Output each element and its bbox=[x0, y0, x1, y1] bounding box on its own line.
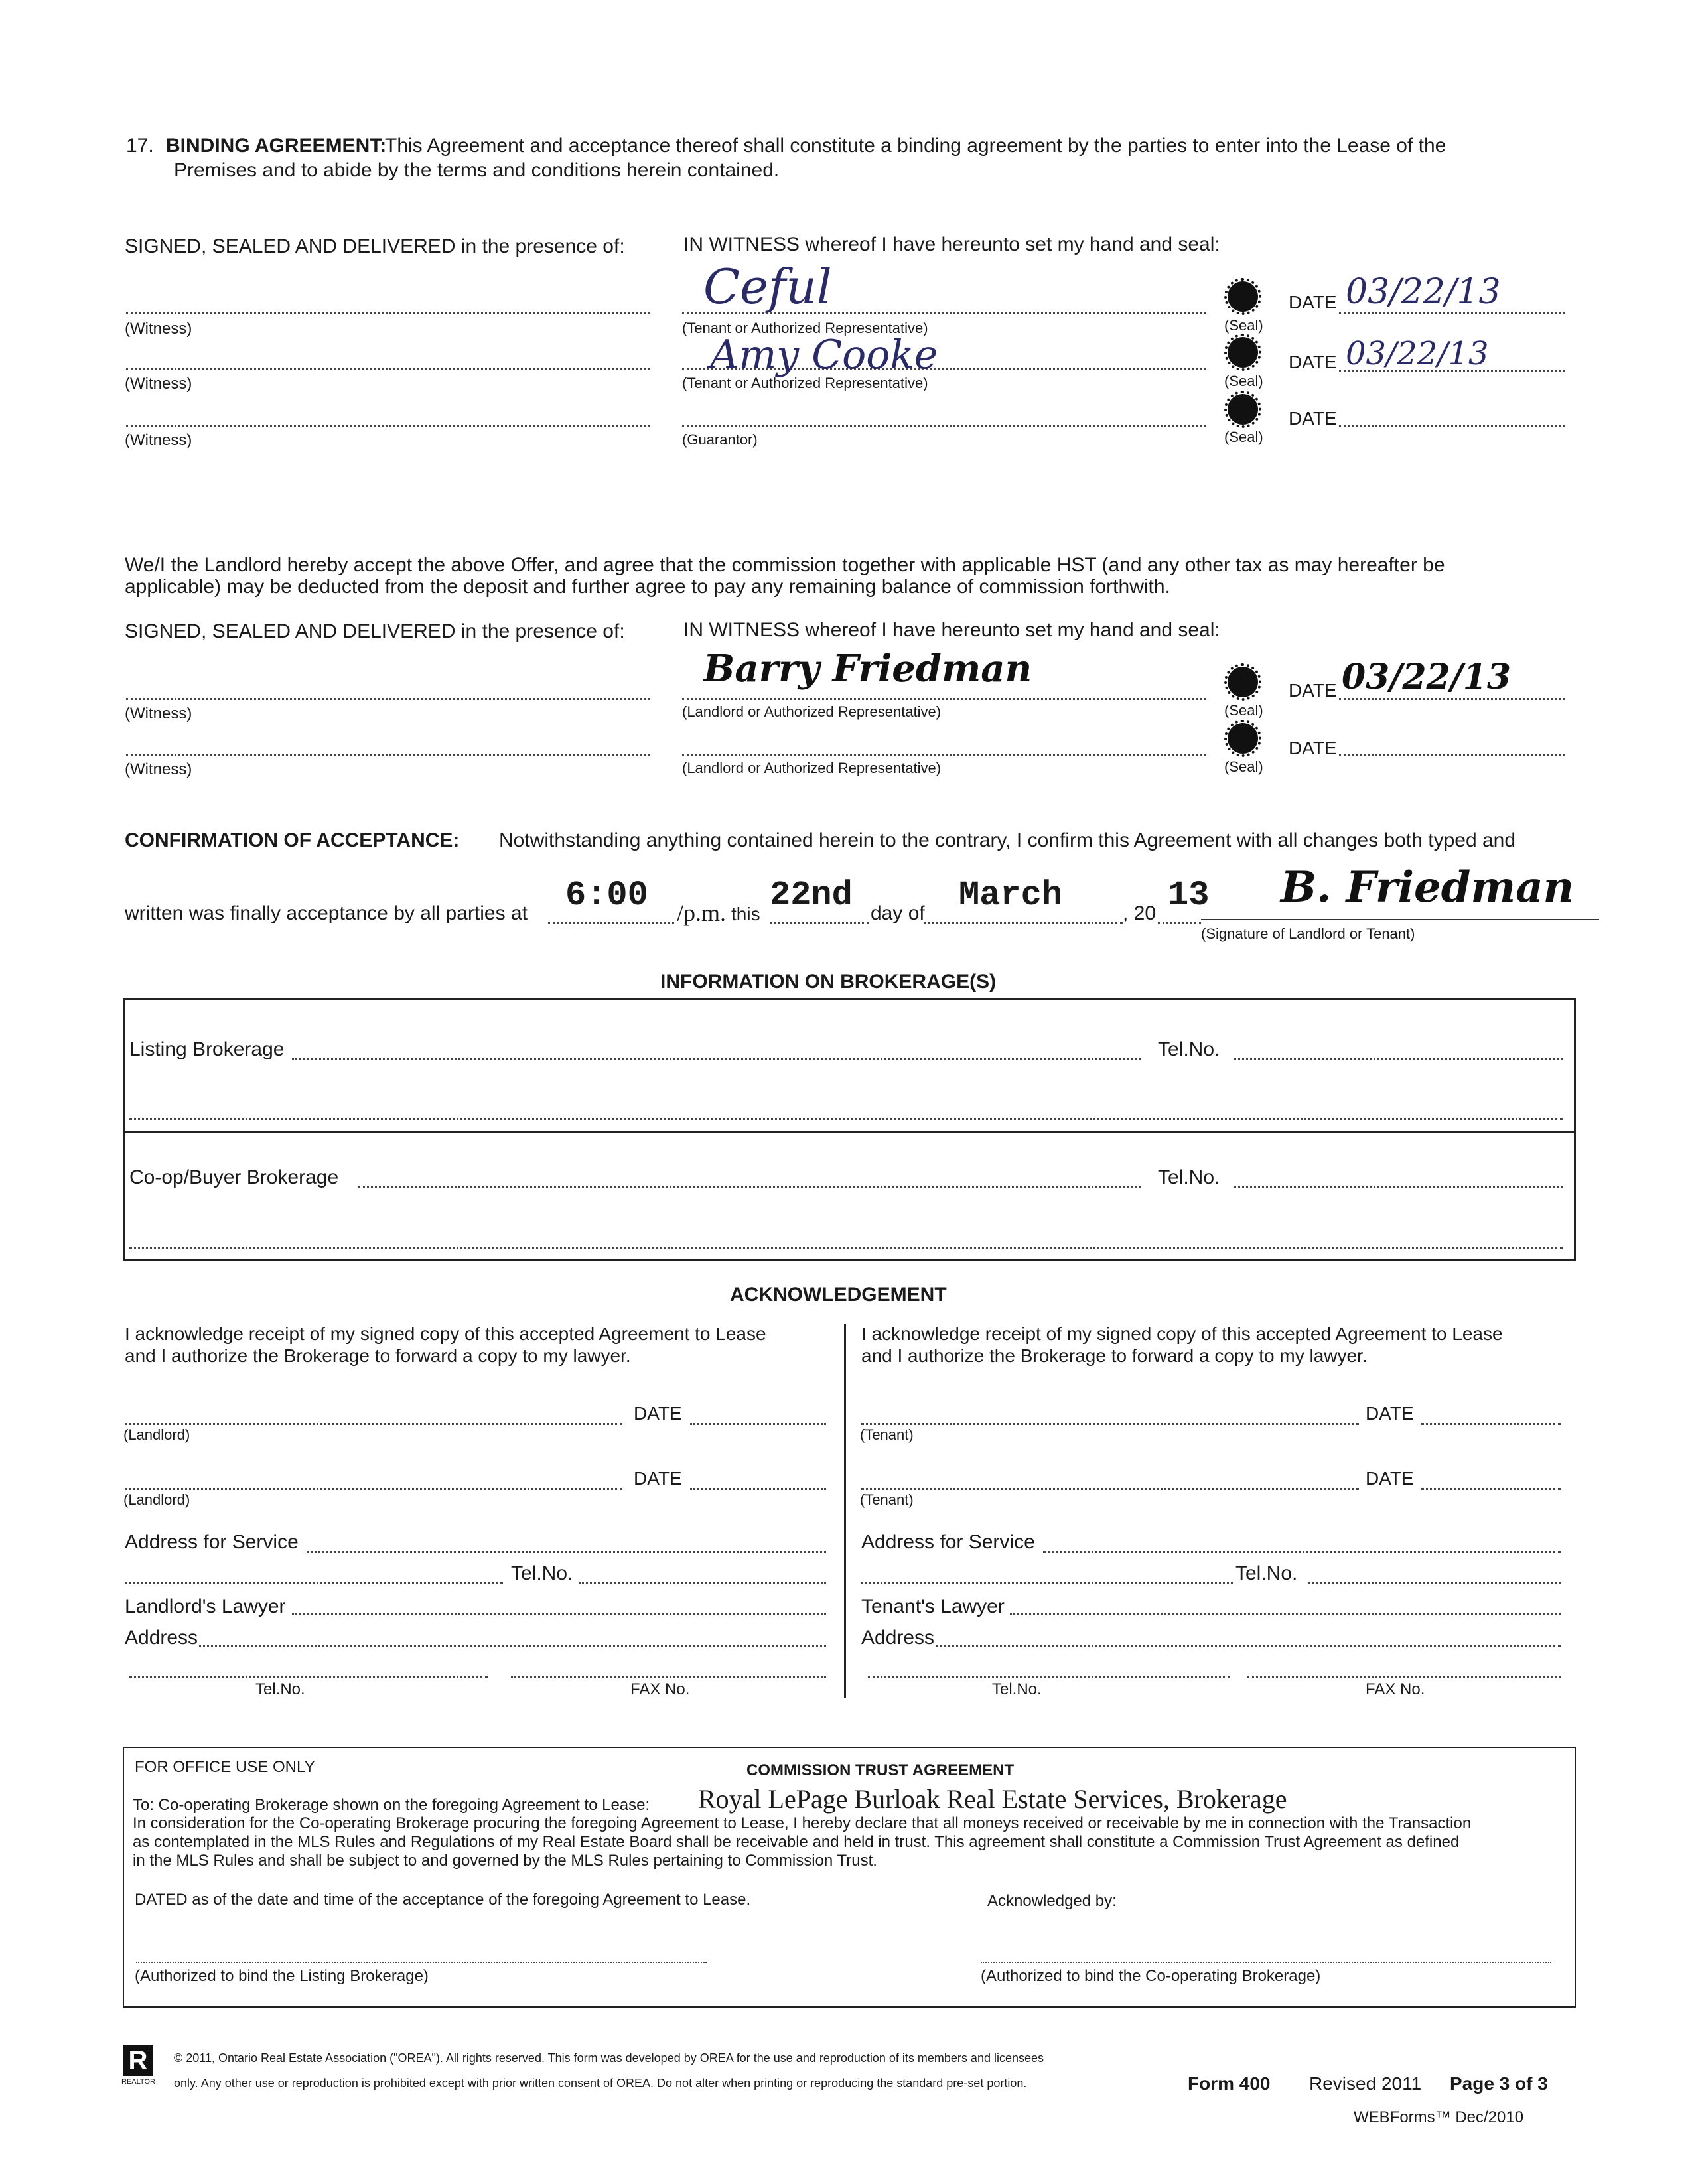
date-label: DATE bbox=[634, 1468, 682, 1489]
confirm-signature: B. Friedman bbox=[1281, 862, 1575, 912]
witness-label: (Witness) bbox=[125, 705, 192, 722]
day-of-label: day of bbox=[871, 902, 925, 924]
landlord-intro-2: applicable) may be deducted from the deposit and further agree to pay any remaining balance of commission forthwith. bbox=[125, 576, 1170, 598]
witness-line[interactable] bbox=[126, 312, 650, 314]
witness-label: (Witness) bbox=[125, 760, 192, 778]
coop-brokerage-field-2[interactable] bbox=[129, 1247, 1563, 1249]
coop-tel-label: Tel.No. bbox=[1158, 1166, 1220, 1188]
copyright-1: © 2011, Ontario Real Estate Association ("OREA"). All rights reserved. This form was developed by OREA for the use and reproduction of its members and licensees bbox=[174, 2051, 1044, 2065]
date-line[interactable] bbox=[690, 1423, 826, 1425]
coop-tel-field[interactable] bbox=[1234, 1186, 1563, 1188]
binding-number: 17. bbox=[126, 135, 154, 157]
tenant-left-title: SIGNED, SEALED AND DELIVERED in the presence of: bbox=[125, 236, 625, 257]
seal-label: (Seal) bbox=[1224, 317, 1263, 334]
date-line[interactable] bbox=[1421, 1488, 1561, 1490]
date-value: 03/22/13 bbox=[1346, 335, 1489, 372]
tenant-tel-field[interactable] bbox=[1308, 1582, 1561, 1584]
month-value: March bbox=[959, 876, 1063, 915]
lawyer-address-label: Address bbox=[125, 1627, 198, 1649]
copyright-2: only. Any other use or reproduction is prohibited except with prior written consent of OREA. Do not alter when printing or reproducing the standard pre-set portion. bbox=[174, 2077, 1027, 2090]
landlord-lawyer-address-field[interactable] bbox=[199, 1645, 826, 1647]
seal-icon bbox=[1228, 394, 1258, 425]
date-line[interactable] bbox=[1339, 698, 1565, 700]
landlord-ack-signature-1[interactable] bbox=[125, 1423, 622, 1425]
listing-brokerage-field-2[interactable] bbox=[129, 1118, 1563, 1120]
year-value: 13 bbox=[1168, 876, 1210, 915]
date-line[interactable] bbox=[1421, 1423, 1561, 1425]
day-line[interactable] bbox=[770, 922, 869, 924]
witness-line[interactable] bbox=[126, 425, 650, 427]
listing-tel-label: Tel.No. bbox=[1158, 1038, 1220, 1060]
lawyer-label: Landlord's Lawyer bbox=[125, 1596, 286, 1617]
form-number: Form 400 bbox=[1188, 2073, 1271, 2094]
seal-icon bbox=[1228, 281, 1258, 312]
confirmation-prefix: written was finally acceptance by all parties at bbox=[125, 902, 528, 924]
landlord-lawyer-field[interactable] bbox=[292, 1613, 826, 1615]
brokerage-box bbox=[123, 998, 1576, 1261]
coop-brokerage-label: Co-op/Buyer Brokerage bbox=[129, 1166, 339, 1188]
lawyer-label: Tenant's Lawyer bbox=[861, 1596, 1005, 1617]
tel-bottom-label: Tel.No. bbox=[992, 1680, 1042, 1698]
landlord-lawyer-fax-field[interactable] bbox=[511, 1676, 826, 1678]
date-line[interactable] bbox=[690, 1488, 826, 1490]
landlord-address-field-2[interactable] bbox=[125, 1582, 503, 1584]
role-label: (Tenant or Authorized Representative) bbox=[682, 375, 928, 391]
ack-divider bbox=[844, 1324, 846, 1698]
month-line[interactable] bbox=[924, 922, 1123, 924]
seal-label: (Seal) bbox=[1224, 758, 1263, 775]
date-label: DATE bbox=[1289, 352, 1337, 372]
fax-bottom-label: FAX No. bbox=[1366, 1680, 1425, 1698]
date-label: DATE bbox=[1366, 1403, 1414, 1424]
landlord-signature: Barry Friedman bbox=[703, 647, 1032, 691]
landlord-address-field[interactable] bbox=[307, 1551, 826, 1553]
year-prefix: , 20 bbox=[1123, 902, 1157, 924]
revised-label: Revised 2011 bbox=[1309, 2073, 1422, 2094]
date-label: DATE bbox=[1289, 738, 1337, 758]
witness-label: (Witness) bbox=[125, 320, 192, 338]
page-number: Page 3 of 3 bbox=[1450, 2073, 1548, 2094]
landlord-label: (Landlord) bbox=[123, 1491, 190, 1508]
tel-bottom-label: Tel.No. bbox=[255, 1680, 305, 1698]
time-line[interactable] bbox=[548, 922, 674, 924]
tenant-lawyer-field[interactable] bbox=[1010, 1613, 1561, 1615]
role-label: (Tenant or Authorized Representative) bbox=[682, 320, 928, 336]
ack-text-2: and I authorize the Brokerage to forward a copy to my lawyer. bbox=[125, 1345, 631, 1366]
landlord-label: (Landlord) bbox=[123, 1426, 190, 1443]
coop-brokerage-signature[interactable] bbox=[981, 1962, 1551, 1963]
landlord-ack-signature-2[interactable] bbox=[125, 1488, 622, 1490]
tenant-label: (Tenant) bbox=[860, 1426, 914, 1443]
date-label: DATE bbox=[1366, 1468, 1414, 1489]
tenant-address-field[interactable] bbox=[1043, 1551, 1561, 1553]
landlord-right-title: IN WITNESS whereof I have hereunto set my hand and seal: bbox=[683, 619, 1220, 641]
listing-tel-field[interactable] bbox=[1234, 1058, 1563, 1060]
day-value: 22nd bbox=[770, 876, 853, 915]
realtor-logo-caption: REALTOR bbox=[121, 2078, 155, 2086]
seal-label: (Seal) bbox=[1224, 702, 1263, 718]
date-label: DATE bbox=[634, 1403, 682, 1424]
webforms-label: WEBForms™ Dec/2010 bbox=[1354, 2108, 1524, 2126]
date-value: 03/22/13 bbox=[1342, 657, 1512, 697]
this-label: this bbox=[731, 904, 760, 924]
ct-body-1: In consideration for the Co-operating Brokerage procuring the foregoing Agreement to Lease, I hereby declare that all moneys received or receivable by me in connection with the Transaction bbox=[133, 1814, 1472, 1832]
date-line[interactable] bbox=[1339, 754, 1565, 756]
tenant-ack-signature-2[interactable] bbox=[861, 1488, 1359, 1490]
time-value: 6:00 bbox=[565, 876, 648, 915]
witness-line[interactable] bbox=[126, 698, 650, 700]
dated-text: DATED as of the date and time of the acceptance of the foregoing Agreement to Lease. bbox=[135, 1891, 751, 1909]
binding-text-1: This Agreement and acceptance thereof shall constitute a binding agreement by the parties to enter into the Lease of the bbox=[385, 135, 1446, 157]
listing-brokerage-signature[interactable] bbox=[136, 1962, 707, 1963]
confirmation-heading: CONFIRMATION OF ACCEPTANCE: bbox=[125, 829, 460, 851]
role-label: (Landlord or Authorized Representative) bbox=[682, 760, 942, 776]
role-label: (Guarantor) bbox=[682, 431, 758, 448]
ack-text-1: I acknowledge receipt of my signed copy of this accepted Agreement to Lease bbox=[861, 1324, 1503, 1344]
ack-title: ACKNOWLEDGEMENT bbox=[730, 1284, 947, 1306]
seal-icon bbox=[1228, 667, 1258, 697]
tenant-address-field-2[interactable] bbox=[861, 1582, 1233, 1584]
landlord-signature-line[interactable] bbox=[682, 698, 1206, 700]
fax-bottom-label: FAX No. bbox=[630, 1680, 690, 1698]
acknowledged-by: Acknowledged by: bbox=[987, 1892, 1117, 1910]
address-label: Address for Service bbox=[861, 1531, 1035, 1553]
landlord-lawyer-tel-field[interactable] bbox=[129, 1676, 488, 1678]
witness-line[interactable] bbox=[126, 368, 650, 370]
coop-sig-label: (Authorized to bind the Co-operating Brokerage) bbox=[981, 1967, 1321, 1985]
tel-label: Tel.No. bbox=[1235, 1562, 1298, 1584]
date-line[interactable] bbox=[1339, 312, 1565, 314]
tenant-right-title: IN WITNESS whereof I have hereunto set my hand and seal: bbox=[683, 234, 1220, 255]
witness-line[interactable] bbox=[126, 754, 650, 756]
tenant-signature-2: Amy Cooke bbox=[710, 332, 938, 378]
seal-label: (Seal) bbox=[1224, 373, 1263, 389]
confirm-signature-label: (Signature of Landlord or Tenant) bbox=[1201, 925, 1415, 942]
seal-icon bbox=[1228, 337, 1258, 368]
witness-label: (Witness) bbox=[125, 431, 192, 449]
seal-label: (Seal) bbox=[1224, 429, 1263, 445]
coop-brokerage-field[interactable] bbox=[358, 1186, 1141, 1188]
ack-text-1: I acknowledge receipt of my signed copy of this accepted Agreement to Lease bbox=[125, 1324, 766, 1344]
ct-body-3: in the MLS Rules and shall be subject to and governed by the MLS Rules pertaining to Commission Trust. bbox=[133, 1852, 877, 1870]
tenant-lawyer-fax-field[interactable] bbox=[1247, 1676, 1561, 1678]
guarantor-signature-line[interactable] bbox=[682, 425, 1206, 427]
seal-icon bbox=[1228, 723, 1258, 754]
address-label: Address for Service bbox=[125, 1531, 299, 1553]
date-label: DATE bbox=[1289, 292, 1337, 312]
tenant-lawyer-address-field[interactable] bbox=[936, 1645, 1561, 1647]
lawyer-address-label: Address bbox=[861, 1627, 935, 1649]
ct-body-2: as contemplated in the MLS Rules and Regulations of my Real Estate Board shall be receivable and held in trust. This agreement shall constitute a Commission Trust Agreement as defined bbox=[133, 1833, 1460, 1851]
confirm-signature-line[interactable] bbox=[1201, 919, 1599, 920]
to-label: To: Co-operating Brokerage shown on the foregoing Agreement to Lease: bbox=[133, 1796, 650, 1814]
tel-label: Tel.No. bbox=[511, 1562, 573, 1584]
witness-label: (Witness) bbox=[125, 375, 192, 393]
confirmation-text: Notwithstanding anything contained herein to the contrary, I confirm this Agreement with all changes both typed and bbox=[499, 829, 1516, 851]
ack-text-2: and I authorize the Brokerage to forward a copy to my lawyer. bbox=[861, 1345, 1368, 1366]
realtor-logo-icon: R bbox=[123, 2045, 153, 2076]
landlord-tel-field[interactable] bbox=[579, 1582, 826, 1584]
tenant-lawyer-tel-field[interactable] bbox=[868, 1676, 1230, 1678]
landlord-left-title: SIGNED, SEALED AND DELIVERED in the presence of: bbox=[125, 620, 625, 642]
ampm-label: /p.m. bbox=[677, 900, 727, 926]
commission-trust-title: COMMISSION TRUST AGREEMENT bbox=[746, 1761, 1015, 1779]
role-label: (Landlord or Authorized Representative) bbox=[682, 703, 942, 720]
tenant-ack-signature-1[interactable] bbox=[861, 1423, 1359, 1425]
office-use-label: FOR OFFICE USE ONLY bbox=[135, 1758, 315, 1776]
tenant-signature-1: Ceful bbox=[703, 259, 832, 314]
date-label: DATE bbox=[1289, 680, 1337, 701]
to-value: Royal LePage Burloak Real Estate Services, Brokerage bbox=[698, 1784, 1287, 1814]
listing-brokerage-label: Listing Brokerage bbox=[129, 1038, 285, 1060]
listing-sig-label: (Authorized to bind the Listing Brokerage) bbox=[135, 1967, 429, 1985]
date-label: DATE bbox=[1289, 408, 1337, 429]
landlord-signature-line[interactable] bbox=[682, 754, 1206, 756]
tenant-label: (Tenant) bbox=[860, 1491, 914, 1508]
brokerage-title: INFORMATION ON BROKERAGE(S) bbox=[660, 971, 997, 992]
landlord-intro-1: We/I the Landlord hereby accept the above Offer, and agree that the commission together with applicable HST (and any other tax as may hereafter be bbox=[125, 554, 1445, 576]
year-line[interactable] bbox=[1158, 922, 1201, 924]
binding-heading: BINDING AGREEMENT: bbox=[166, 135, 387, 157]
date-value: 03/22/13 bbox=[1346, 272, 1501, 312]
date-line[interactable] bbox=[1339, 425, 1565, 427]
listing-brokerage-field[interactable] bbox=[292, 1058, 1141, 1060]
brokerage-divider bbox=[123, 1131, 1576, 1133]
binding-text-2: Premises and to abide by the terms and conditions herein contained. bbox=[174, 159, 780, 181]
